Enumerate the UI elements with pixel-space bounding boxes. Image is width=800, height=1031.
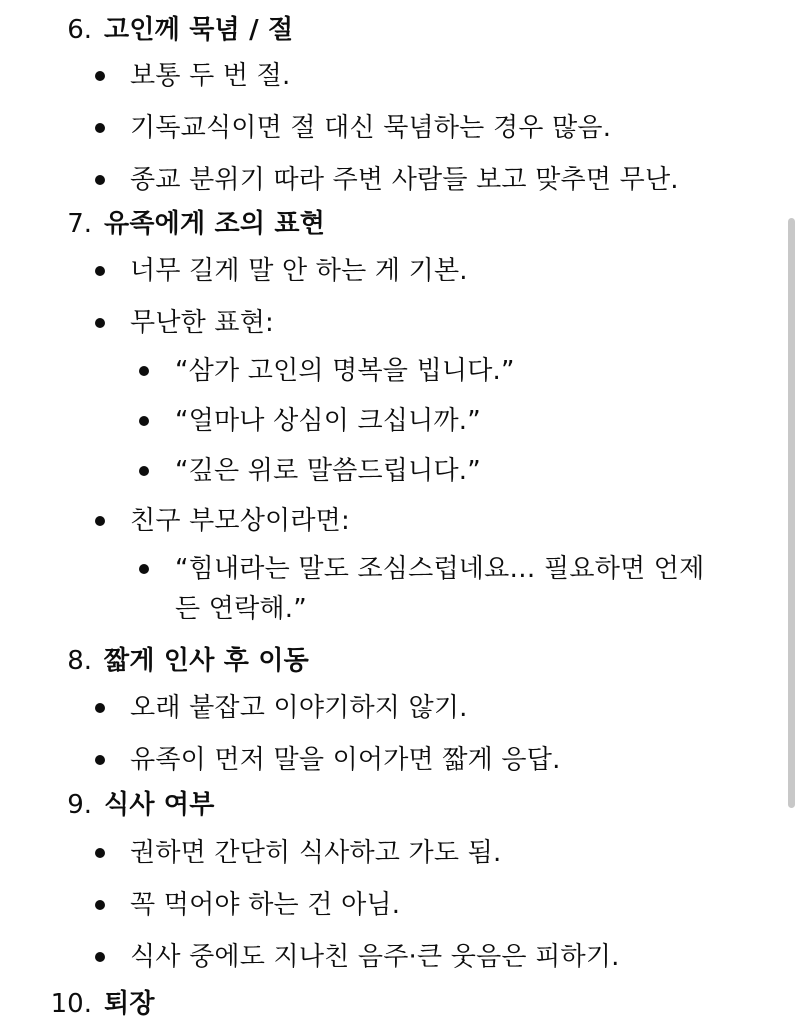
list-number: 8. [67,646,92,676]
list-number: 10. [50,989,92,1019]
sub-list-item: “힘내라는 말도 조심스럽네요… 필요하면 언제 [175,554,705,584]
sub-list-item: “깊은 위로 말씀드립니다.” [175,456,481,486]
bullet-icon [139,366,149,376]
list-item: 무난한 표현: [130,308,275,338]
list-item: 보통 두 번 절. [130,61,291,91]
bullet-icon [95,952,105,962]
list-item: 너무 길게 말 안 하는 게 기본. [130,256,468,286]
list-item: 유족이 먼저 말을 이어가면 짧게 응답. [130,745,561,775]
list-item: 친구 부모상이라면: [130,506,350,536]
bullet-icon [95,71,105,81]
bullet-icon [95,266,105,276]
section-heading: 퇴장 [104,989,155,1019]
bullet-icon [95,848,105,858]
section-heading: 고인께 묵념 / 절 [104,15,294,45]
list-number: 9. [67,790,92,820]
bullet-icon [95,175,105,185]
section-heading: 짧게 인사 후 이동 [104,646,309,676]
list-number: 7. [67,209,92,239]
bullet-icon [95,755,105,765]
section-heading: 유족에게 조의 표현 [104,209,326,239]
list-item: 식사 중에도 지나친 음주·큰 웃음은 피하기. [130,942,620,972]
section-heading: 식사 여부 [104,790,215,820]
list-item: 권하면 간단히 식사하고 가도 됨. [130,838,502,868]
bullet-icon [95,516,105,526]
bullet-icon [95,123,105,133]
list-item: 기독교식이면 절 대신 묵념하는 경우 많음. [130,113,612,143]
scrollbar[interactable] [788,218,795,808]
list-item: 종교 분위기 따라 주변 사람들 보고 맞추면 무난. [130,165,679,195]
sub-list-item: “삼가 고인의 명복을 빕니다.” [175,356,515,386]
bullet-icon [139,466,149,476]
list-item: 꼭 먹어야 하는 건 아님. [130,890,401,920]
bullet-icon [139,564,149,574]
sub-list-item-continuation: 든 연락해.” [175,594,307,624]
sub-list-item: “얼마나 상심이 크십니까.” [175,406,481,436]
bullet-icon [95,703,105,713]
list-item: 오래 붙잡고 이야기하지 않기. [130,693,468,723]
bullet-icon [95,318,105,328]
list-number: 6. [67,15,92,45]
bullet-icon [139,416,149,426]
bullet-icon [95,900,105,910]
